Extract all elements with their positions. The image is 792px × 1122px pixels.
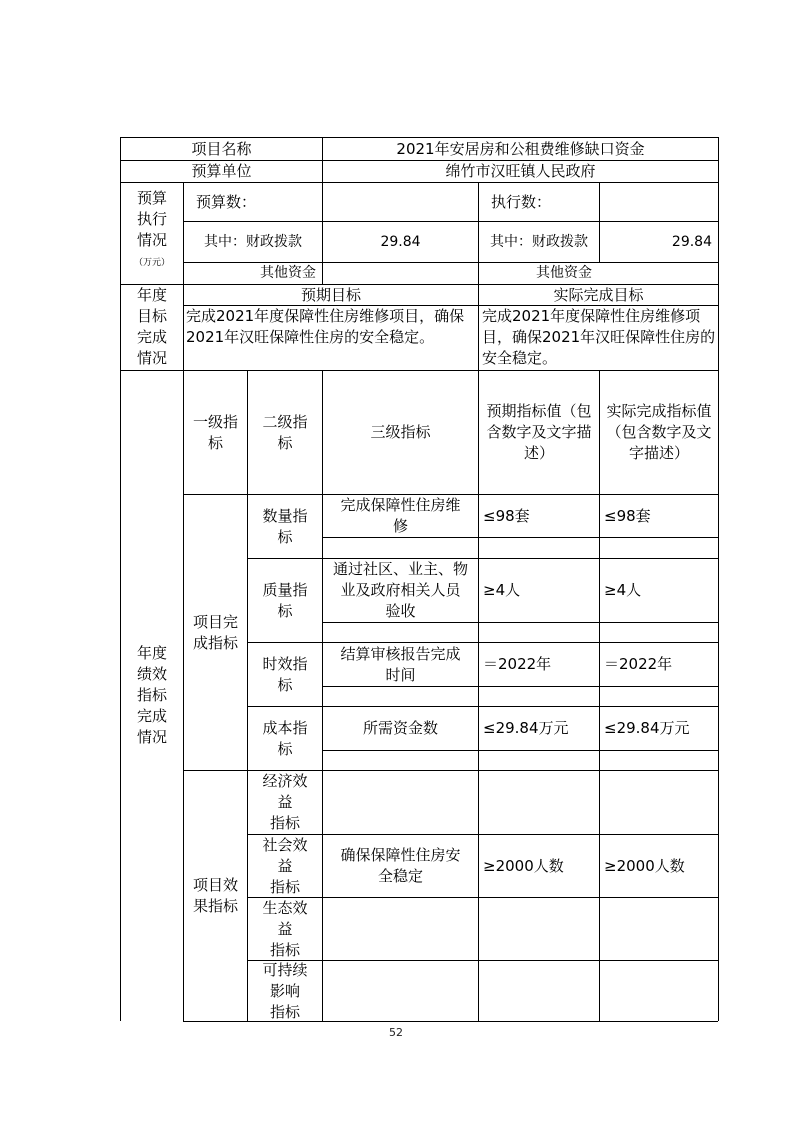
row-quality-level3: 通过社区、业主、物 业及政府相关人员 验收 <box>332 560 468 620</box>
row-timeliness-level3: 结算审核报告完成 时间 <box>340 644 461 684</box>
row-social-level3: 确保保障性住房安 全稳定 <box>340 846 461 885</box>
row-quality-actual: ≥4人 <box>604 581 642 599</box>
actual-goal-header: 实际完成目标 <box>553 285 644 304</box>
grid-line <box>322 622 718 623</box>
expected-goal-text: 完成2021年度保障性住房维修项目，确保2021年汉旺保障性住房的安全稳定。 <box>186 307 465 346</box>
grid-line <box>478 305 479 370</box>
project-name-label: 项目名称 <box>191 139 252 158</box>
row-sustainable-actual <box>604 961 718 1021</box>
column-actual-value: 实际完成指标值（包含数字及文字描述） <box>606 402 712 462</box>
column-level1: 一级指 标 <box>192 412 238 452</box>
row-economic-expected <box>483 771 599 834</box>
row-cost-level3: 所需资金数 <box>362 719 438 737</box>
row-social-level2: 社会效 益 指标 <box>262 835 308 896</box>
budget-amount-label: 预算数： <box>196 192 257 211</box>
grid-line <box>322 537 718 538</box>
row-cost-level2: 成本指 标 <box>262 718 308 758</box>
row-timeliness-expected: ＝2022年 <box>483 655 552 673</box>
row-timeliness-level2: 时效指 标 <box>262 654 308 694</box>
grid-line <box>599 370 600 1021</box>
row-economic-level2: 经济效 益 指标 <box>262 772 308 832</box>
row-ecological-expected <box>483 898 599 960</box>
other-funds-label: 其他资金 <box>260 265 316 281</box>
row-sustainable-level2: 可持续 影响 指标 <box>262 961 308 1021</box>
grid-line <box>322 686 718 687</box>
row-quantity-expected: ≤98套 <box>483 506 530 525</box>
grid-line <box>478 370 479 1021</box>
row-ecological-level2: 生态效 益 指标 <box>262 898 308 959</box>
row-quality-expected: ≥4人 <box>483 581 521 599</box>
row-quality-level2: 质量指 标 <box>262 580 308 620</box>
column-level2: 二级指 标 <box>262 412 308 452</box>
executed-amount-label: 执行数： <box>491 192 552 211</box>
budget-section-label: 预算 执行 情况 <box>136 189 167 249</box>
row-economic-level3 <box>323 771 478 834</box>
group-effect-indicators: 项目效 果指标 <box>192 876 238 915</box>
row-ecological-actual <box>604 898 718 960</box>
column-level3: 三级指标 <box>370 423 431 441</box>
row-cost-expected: ≤29.84万元 <box>483 719 569 737</box>
fiscal-allocation-label-actual: 其中：财政拨款 <box>490 233 588 250</box>
other-funds-label-actual: 其他资金 <box>536 265 592 281</box>
budget-unit-label: 预算单位 <box>191 162 252 180</box>
column-expected-value: 预期指标值（包含数字及文字描述） <box>486 402 592 462</box>
row-timeliness-actual: ＝2022年 <box>604 655 673 673</box>
row-sustainable-expected <box>483 961 599 1021</box>
project-name-value: 2021年安居房和公租费维修缺口资金 <box>396 139 645 158</box>
fiscal-allocation-label: 其中：财政拨款 <box>204 233 302 250</box>
row-ecological-level3 <box>323 898 478 960</box>
row-cost-actual: ≤29.84万元 <box>604 719 690 737</box>
budget-unit-value: 绵竹市汉旺镇人民政府 <box>445 162 596 180</box>
actual-goal-text: 完成2021年度保障性住房维修项目，确保2021年汉旺保障性住房的安全稳定。 <box>482 307 716 367</box>
row-social-expected: ≥2000人数 <box>483 856 564 875</box>
grid-line <box>718 137 719 1021</box>
fiscal-allocation-value-actual: 29.84 <box>671 233 712 250</box>
row-quantity-actual: ≤98套 <box>604 506 651 525</box>
page-number: 52 <box>389 1026 403 1039</box>
grid-line <box>183 1021 718 1022</box>
group-completion-indicators: 项目完 成指标 <box>192 612 238 652</box>
fiscal-allocation-value: 29.84 <box>380 233 421 250</box>
row-quantity-level3: 完成保障性住房维 修 <box>340 496 461 535</box>
row-social-actual: ≥2000人数 <box>604 856 685 875</box>
row-economic-actual <box>604 771 718 834</box>
row-quantity-level2: 数量指 标 <box>262 506 308 546</box>
expected-goal-header: 预期目标 <box>300 285 361 304</box>
grid-line <box>322 750 718 751</box>
goals-section-label: 年度 目标 完成 情况 <box>136 286 167 367</box>
indicators-section-label: 年度 绩效 指标 完成 情况 <box>136 643 167 746</box>
row-sustainable-level3 <box>323 961 478 1021</box>
budget-unit-note: （万元） <box>133 258 170 268</box>
